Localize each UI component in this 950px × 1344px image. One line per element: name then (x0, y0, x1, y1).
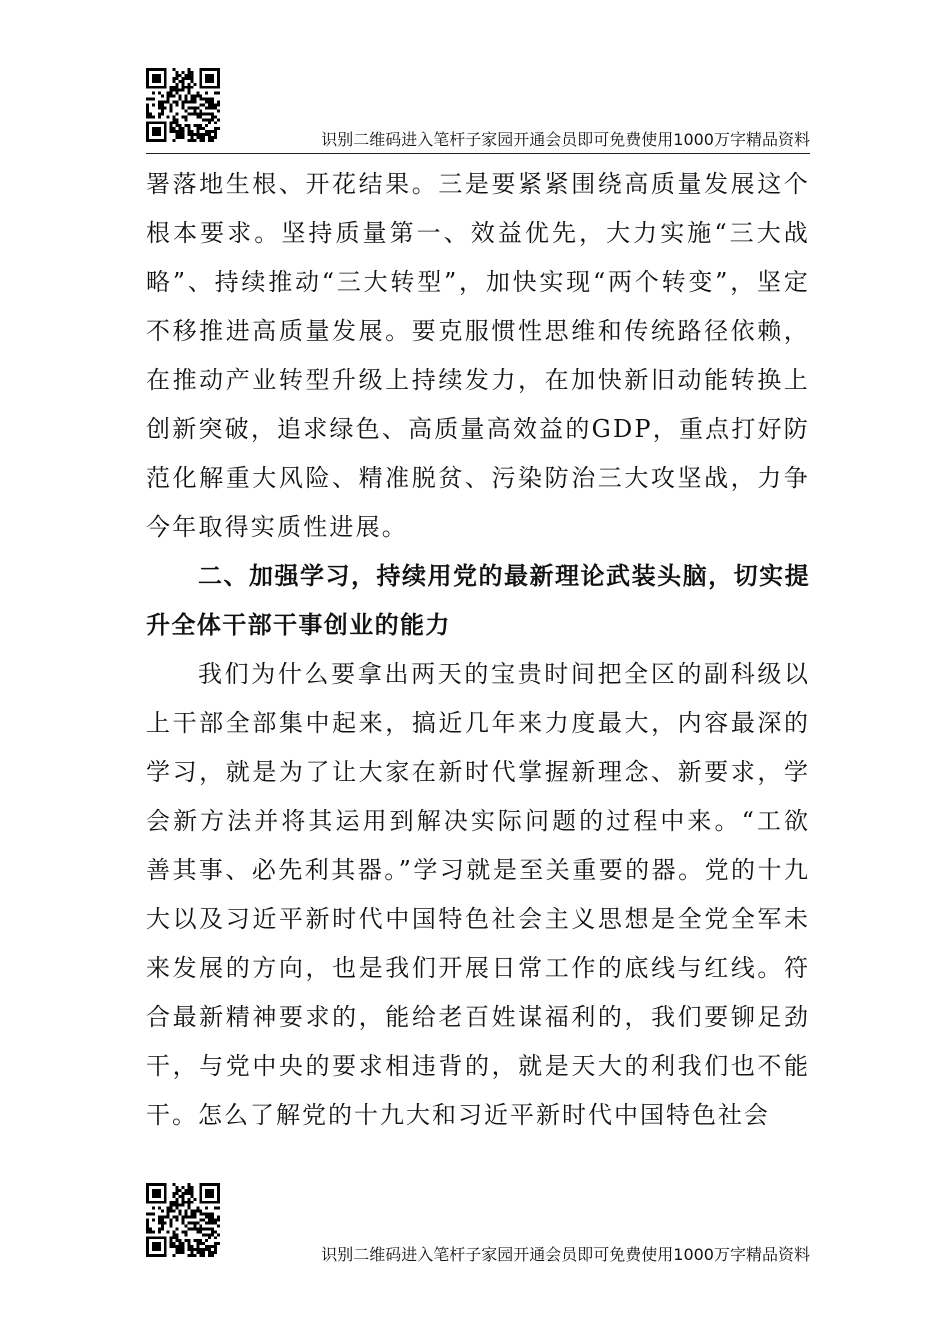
header-banner: 识别二维码进入笔杆子家园开通会员即可免费使用1000万字精品资料 (321, 130, 810, 149)
header-divider (146, 153, 810, 154)
qr-code-icon (146, 1183, 220, 1257)
body-paragraph: 署落地生根、开花结果。三是要紧紧围绕高质量发展这个根本要求。坚持质量第一、效益优先，大力实施“三大战略”、持续推动“三大转型”，加快实现“两个转变”，坚定不移推进高质量发展。要克服惯性思维和传统路径依赖，在推动产业转型升级上持续发力，在加快新旧动能转换上创新突破，追求绿色、高质量高效益的GDP，重点打好防范化解重大风险、精准脱贫、污染防治三大攻坚战，力争今年取得实质性进展。 (146, 170, 810, 541)
document-body (146, 160, 810, 1140)
footer-banner: 识别二维码进入笔杆子家园开通会员即可免费使用1000万字精品资料 (321, 1245, 810, 1264)
qr-code-icon (146, 68, 220, 142)
body-paragraph: 我们为什么要拿出两天的宝贵时间把全区的副科级以上干部全部集中起来，搞近几年来力度最大，内容最深的学习，就是为了让大家在新时代掌握新理念、新要求，学会新方法并将其运用到解决实际问题的过程中来。“工欲善其事、必先利其器。”学习就是至关重要的器。党的十九大以及习近平新时代中国特色社会主义思想是全党全军未来发展的方向，也是我们开展日常工作的底线与红线。符合最新精神要求的，能给老百姓谋福利的，我们要铆足劲干，与党中央的要求相违背的，就是天大的利我们也不能干。怎么了解党的十九大和习近平新时代中国特色社会 (146, 660, 810, 1129)
section-heading: 二、加强学习，持续用党的最新理论武装头脑，切实提升全体干部干事创业的能力 (146, 562, 810, 639)
